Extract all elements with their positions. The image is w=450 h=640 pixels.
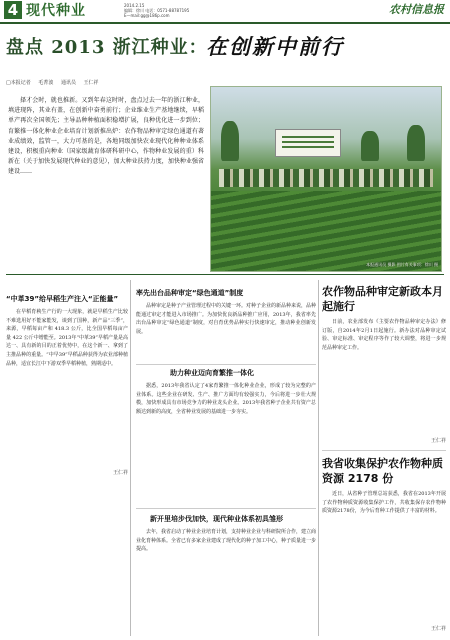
field-photo xyxy=(210,86,442,272)
photo-caption: 本报通讯员 摄影 图片有关事项：徐川 摄 xyxy=(366,262,438,267)
article-title: 新开里培步伐加快，现代种业体系初具雏形 xyxy=(150,515,283,523)
editor-email: E—mail:gg@186p.com xyxy=(124,13,170,18)
photo-sign xyxy=(275,129,341,157)
article-body: 去年，我省启动了种业企业培育计划，支持种业企业与科研院所合作，建立商业化育种体系。全省已有多家企业建成了现代化的种子加工中心，种子质量进一步提高。 xyxy=(136,529,316,553)
photo-people xyxy=(219,169,433,187)
paper-name: 农村信息报 xyxy=(389,3,444,16)
photo-tree xyxy=(361,131,379,161)
headline-main: 盘点 2013 浙江种业： xyxy=(6,37,208,58)
photo-tree xyxy=(221,121,239,161)
byline-role: 通讯员 xyxy=(60,80,76,86)
article-body: 在早稻育秧生产行的一大现象，就是早稻生产比较不难选用好不能家能发，谈到了国种，新产品“三季”，来源，早稻每亩产和 418.3 公斤，比全国早稻每亩产量 422 公斤中增能至。2013年“中革39”早稻产量是高达一、具有新的目的正着优势中，在这个新一、拿到了主推品种的重量。“中早39”早稻品种获得为农业部种植品种，适宜长江中下游双季早稻种植，熟期适中。 xyxy=(6,309,128,367)
editor-info: 编辑：徐川 电话：0571-88787195 xyxy=(124,8,190,13)
headline-subtitle: 在创新中前行 xyxy=(206,34,344,59)
column-divider xyxy=(130,280,131,636)
column-divider xyxy=(318,280,319,636)
article-author: 王仁祥 xyxy=(430,626,446,632)
article-title: 我省收集保护农作物种质资源 2178 份 xyxy=(322,457,443,485)
article-body: 品种审定是种子产业管理过程中的关键一环。对种子企业的新品种来说，品种能通过审定才能进入市场推广。为加快优良新品种推广应用，2013年，我省率先出台品种审定“绿色通道”制度，对自育优势品种实行快速审定，推动种业创新发展。 xyxy=(136,303,316,335)
article-title: 助力种业迈向育繁推一体化 xyxy=(170,369,254,377)
section-title: 现代种业 xyxy=(26,3,86,19)
issue-date: 2014.2.15 xyxy=(124,3,145,8)
byline-name: 王仁祥 xyxy=(83,80,99,86)
article-divider xyxy=(136,508,316,509)
byline-role: □本报记者 xyxy=(6,80,31,86)
article-divider xyxy=(322,450,446,451)
headline xyxy=(6,28,446,68)
page-number: 4 xyxy=(4,1,22,19)
article-body: 据悉，2013年我省认定了4家育繁推一体化种业企业，形成了较为完整的产业体系。这些企业在研发、生产、推广方面均有较强实力，今后将进一步壮大规模，加快形成具有市场竞争力的种业龙头企业。2013年我省种子企业共有资产总额达到新的高度，全省种业发展的基础进一步夯实。 xyxy=(136,383,316,415)
masthead-meta xyxy=(124,3,189,18)
article-divider xyxy=(136,364,316,365)
photo-tree xyxy=(407,125,425,161)
section-divider xyxy=(6,274,444,275)
article-author: 王仁祥 xyxy=(430,438,446,444)
article-title: 农作物品种审定新政本月起施行 xyxy=(322,285,443,313)
article-title: 率先出台品种审定“绿色通道”制度 xyxy=(136,289,244,297)
photo-field-rows xyxy=(211,191,441,271)
article-title: “中革39”给早稻生产注入“正能量” xyxy=(6,295,119,303)
bylines xyxy=(6,80,105,87)
article-body: 近日，从省种子管理总站获悉，我省在2013年开展了农作物种质资源收集保护工作，共收集保存农作物种质资源2178份，为今后育种工作提供了丰富的材料。 xyxy=(322,491,446,515)
article-author: 王仁祥 xyxy=(112,470,128,476)
masthead xyxy=(0,0,450,24)
article-body: 日前，农业部发布《主要农作物品种审定办法》修订版，自2014年2月1日起施行。新办法对品种审定试验、审定标准、审定程序等作了较大调整，将进一步规范品种审定工作。 xyxy=(322,319,446,351)
lead-paragraph: 择才会时，就也推新。又到年春这时时，盘点过去一年的浙江种业，填进现阵，其业有盖，在创新中奋勇前行；企业维业生产基地继续，早稻单产再次全国领先；主导品种种植面积稳增扩展，良种优化进一步到位；育繁推一体化种业企业培育计划新推出炉：农作物品种审定绿色通道有著业成绩效，监管一，大力可基的是，各地同级加快农业现代化种种业体系建设，积极重向种业（国家级蔬育体研科研中心，作物种业发展的重）科新在（关于加快发展现代种业的意见），加大种业扶持力度，加快种业强省建设…… xyxy=(8,97,204,176)
byline-name: 毛菁波 xyxy=(38,80,54,86)
